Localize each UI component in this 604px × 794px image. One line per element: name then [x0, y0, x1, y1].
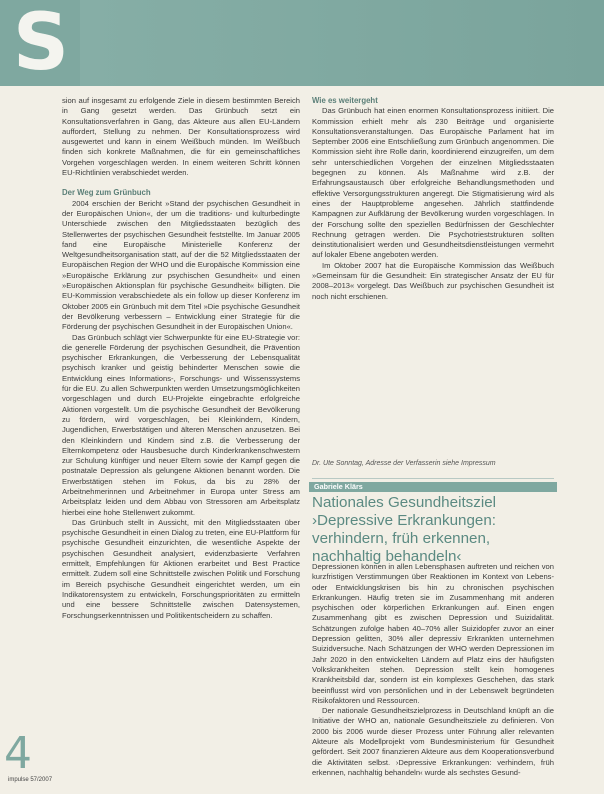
- intro-paragraph: sion auf insgesamt zu erfolgende Ziele in diesem bestimmten Bereich in Gang gesetzt werden. Das Grünbuch setzt ein Konsultationsverfahren in Gang, das Akteure aus allen EU-Ländern auffordert, Stellung zu nehmen. Der Konsultationsprozess wird ausgewertet und kann in einem Weißbuch münden. Im Weißbuch finden sich konkrete Maßnahmen, die für ein gemeinschaftliches Vorgehen vorgeschlagen werden. In einem weiteren Schritt können EU-Richtlinien verabschiedet werden.: [62, 96, 300, 178]
- header-shade: [80, 0, 604, 86]
- issue-label: impulse 57/2007: [8, 777, 53, 783]
- body-paragraph: Das Grünbuch schlägt vier Schwerpunkte für eine EU-Strategie vor: die generelle Förderung der psychischen Gesundheit, die Prävention psychischer Erkrankungen, die Verbesserung der Lebensqualität psychisch kranker und geistig behinderter Menschen sowie die Entwicklung eines Informations-, Forschungs- und Wissenssystems für die EU. Zu allen Schwerpunkten werden Umsetzungsmöglichkeiten vorgeschlagen und durch EU-Projekte eingebrachte erfolgreiche Aktionen vorgestellt. Um die psychische Gesundheit der Bevölkerung zu fördern, wird vorgeschlagen, bei Kleinkindern, Kindern, Jugendlichen, Erwerbstätigen und älteren Menschen anzusetzen. Bei den Kleinkindern und Kindern sind z.B. die Verbesserung der Elternkompetenz oder Hausbesuche durch Kinderkrankenschwestern zur Schulung künftiger und neuer Eltern sowie der Kampf gegen die postnatale Depression als gelungene Aktionen benannt worden. Die Erwerbstätigen stehen im Fokus, da bis zu 28% der Arbeitnehmerinnen und Arbeitnehmer in Europa unter Stress am Arbeitsplatz leiden und dem Abbau von Stressoren am Arbeitsplatz hierbei eine hohe Stellenwert zukommt.: [62, 332, 300, 517]
- subhead-wie-es-weitergeht: Wie es weitergeht: [312, 96, 378, 105]
- header-band: [0, 0, 604, 86]
- body-paragraph: 2004 erschien der Bericht »Stand der psychischen Gesundheit in der Europäischen Union«, der um die traditions- und kulturbedingte Unterschiede zwischen den Mitgliedsstaaten bezüglich des Stellenwertes der psychischen Gesundheit feststellte. Im Januar 2005 fand eine Europäische Ministerielle Konferenz der Weltgesundheitsorganisation statt, auf der die 52 Mitgliedsstaaten der Europäischen Region der WHO und die Europäische Kommission eine »Europäische Erklärung zur psychischen Gesundheit« und einen »Europäischen Aktionsplan für psychische Gesundheit« billigten. Die EU-Kommission verabschiedete als ein follow up dieser Konferenz im Oktober 2005 ein Grünbuch mit dem Titel »Die psychische Gesundheit der Bevölkerung verbessern – Entwicklung einer Strategie für die Förderung der psychischen Gesundheit in der Europäischen Union«.: [62, 198, 300, 332]
- section-divider: [312, 478, 554, 479]
- left-column: [62, 96, 300, 621]
- page-number: 4: [4, 728, 32, 779]
- article-title: Nationales Gesundheitsziel ›Depressive Erkrankungen: verhindern, früh erkennen, nachhaltig behandeln‹: [312, 494, 497, 565]
- article-paragraph: Der nationale Gesundheitszielprozess in Deutschland knüpft an die Initiative der WHO an, nationale Gesundheitsziele zu definieren. Von 2000 bis 2006 wurde dieser Prozess unter Führung aller relevanten Akteure als Modellprojekt vom Bundesministerium für Gesundheit gefördert. Seit 2007 finanzieren Akteure aus dem Kooperationsverbund die Aktivitäten selbst. ›Depressive Erkrankungen: verhindern, früh erkennen, nachhaltig behandeln‹ wurde als sechstes Gesund-: [312, 706, 554, 777]
- body-paragraph: Im Oktober 2007 hat die Europäische Kommission das Weißbuch »Gemeinsam für die Gesundheit: Ein strategischer Ansatz der EU für 2008–2013« vorgelegt. Das Weißbuch zur psychischen Gesundheit ist noch nicht erschienen.: [312, 260, 554, 301]
- article-body: [312, 562, 554, 778]
- body-paragraph: Das Grünbuch stellt in Aussicht, mit den Mitgliedsstaaten über psychische Gesundheit in einen Dialog zu treten, eine EU-Plattform für psychische Gesundheit einzurichten, die wesentliche Aspekte der psychischen Gesundheit analysiert, evidenzbasierte Verfahren ermittelt, Empfehlungen für Aktionen erarbeitet und Best Practice ermittelt. Zudem soll eine Schnittstelle zwischen Politik und Forschung im Bereich psychische Gesundheit eingerichtet werden, um ein Indikatorensystem zu entwickeln, Forschungsprioritäten zu ermitteln und eine bessere Schnittstelle zwischen Datensystemen, Forschungserkenntnissen und Politikentscheidern zu schaffen.: [62, 517, 300, 620]
- section-letter: S: [12, 0, 70, 88]
- article-paragraph: Depressionen können in allen Lebensphasen auftreten und reichen von kurzfristigen Verstimmungen über Reaktionen im Kontext von Lebens- oder Entwicklungskrisen bis hin zu chronischen psychischen Erkrankungen. Häufig treten sie im Zusammenhang mit anderen psychischen oder körperlichen Erkrankungen auf. Einen engen Zusammenhang gibt es zwischen Depression und Suizidalität. Schätzungen zufolge haben 40–70% aller Suizidopfer zuvor an einer Depression gelitten, 30% aller depressiv Erkrankten unternehmen Suizidversuche. Nach Schätzungen der WHO werden Depressionen im Jahr 2020 in den entwickelten Ländern auf Platz eins der häufigsten Volkskrankheiten stehen. Depression stellt kein homogenes Krankheitsbild dar, sondern ist ein komplexes Geschehen, das stark beeinflusst wird von persönlichen und in der Lebenswelt begründeten Risikofaktoren und Ressourcen.: [312, 562, 554, 705]
- body-paragraph: Das Grünbuch hat einen enormen Konsultationsprozess initiiert. Die Kommission erhielt mehr als 230 Beiträge und organisierte Konsultationsveranstaltungen. Das Europäische Parlament hat im September 2006 eine Entschließung zum Grünbuch angenommen. Die Kommission sieht ihre Rolle darin, koordinierend einzugreifen, um dem sehr unterschiedlichen Vorgehen der einzelnen Mitgliedsstaaten begegnen zu können. Als Maßnahme wird z.B. der Erfahrungsaustausch über erfolgreiche Behandlungsmethoden und effektive Versorgungsstrukturen angeregt. Die Stigmatisierung wird als eines der Hauptprobleme angesehen. Jährlich stattfindende Kampagnen zur Aufklärung der Bevölkerung wurden vorgeschlagen. In der Forschung sollte den speziellen Bedürfnissen der Geschlechter Rechnung getragen werden. Die Psychotrieststrukturen sollten deinstitutionalisiert werden und Gesundheitsdienstleistungen vermehrt auf lokaler Ebene angeboten werden.: [312, 106, 554, 260]
- author-signature: Dr. Ute Sonntag, Adresse der Verfasserin siehe Impressum: [312, 460, 496, 467]
- subhead-weg-zum-gruenbuch: Der Weg zum Grünbuch: [62, 188, 151, 198]
- right-column: [312, 96, 554, 302]
- article-author: Gabriele Klärs: [314, 482, 363, 491]
